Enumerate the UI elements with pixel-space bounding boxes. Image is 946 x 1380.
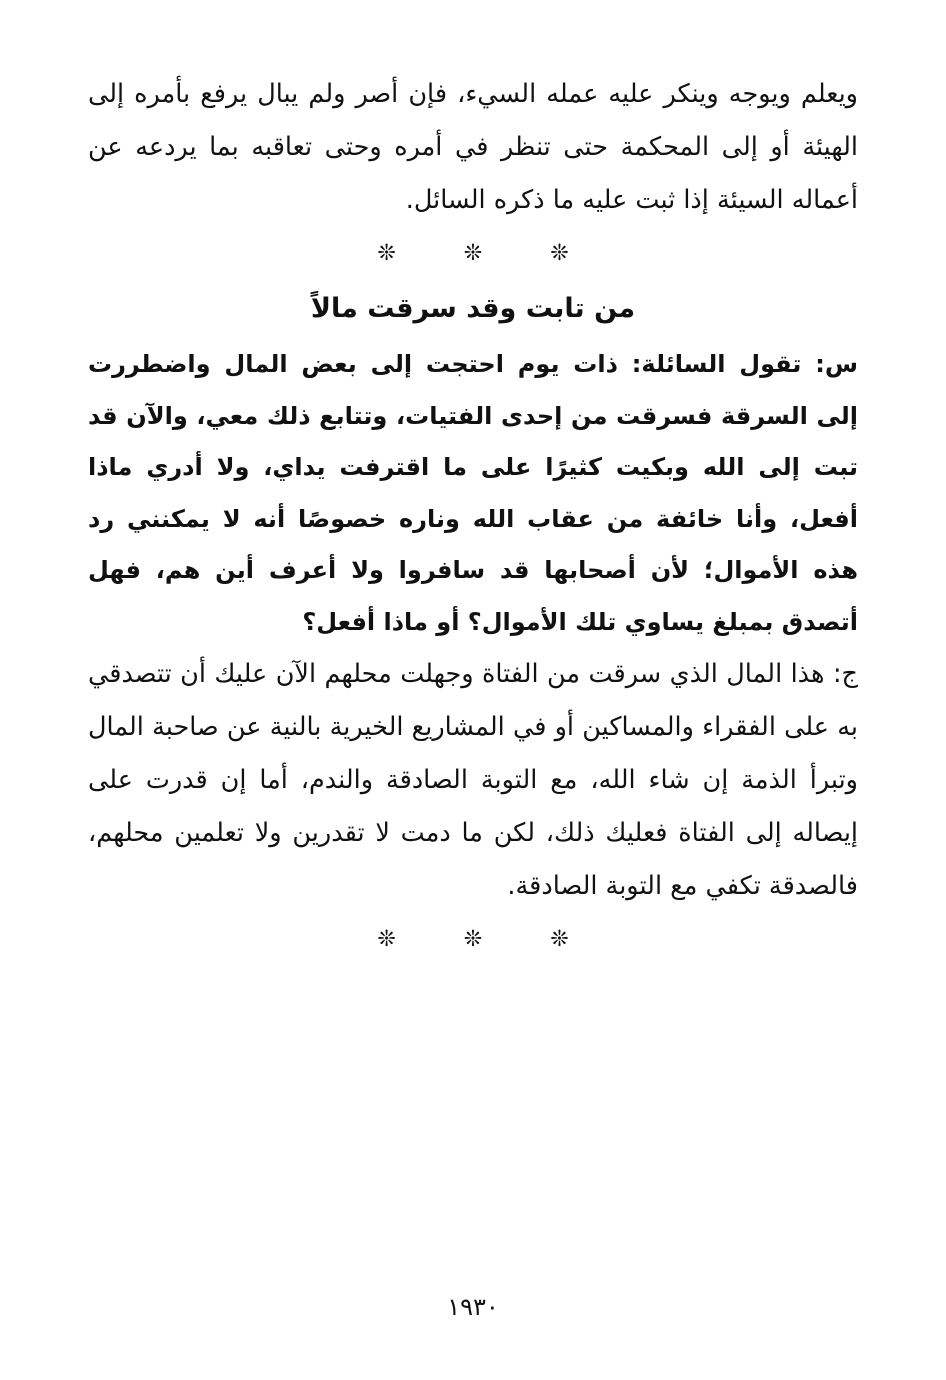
question-paragraph: س: تقول السائلة: ذات يوم احتجت إلى بعض المال واضطررت إلى السرقة فسرقت من إحدى الفتيات، وتتابع ذلك معي، والآن قد تبت إلى الله وبكيت كثيرًا على ما اقترفت يداي، ولا أدري ماذا أفعل، وأنا خائفة من عقاب الله وناره خصوصًا أنه لا يمكنني رد هذه الأموال؛ لأن أصحابها قد سافروا ولا أعرف أين هم، فهل أتصدق بمبلغ يساوي تلك الأموال؟ أو ماذا أفعل؟ bbox=[88, 350, 858, 636]
separator-star-icon: ❊ bbox=[463, 240, 483, 266]
section-separator-bottom bbox=[88, 913, 858, 965]
section-heading: من تابت وقد سرقت مالاً bbox=[310, 293, 636, 324]
separator-star-icon: ❊ bbox=[377, 240, 396, 266]
intro-paragraph: ويعلم ويوجه وينكر عليه عمله السيء، فإن أصر ولم يبال يرفع بأمره إلى الهيئة أو إلى المحكمة حتى تنظر في أمره وحتى تعاقبه بما يردعه عن أعماله السيئة إذا ثبت عليه ما ذكره السائل. bbox=[88, 79, 858, 215]
separator-star-icon: ❊ bbox=[463, 926, 483, 952]
answer-paragraph: ج: هذا المال الذي سرقت من الفتاة وجهلت محلهم الآن عليك أن تتصدقي به على الفقراء والمساكين أو في المشاريع الخيرية بالنية عن صاحبة المال وتبرأ الذمة إن شاء الله، مع التوبة الصادقة والندم، أما إن قدرت على إيصاله إلى الفتاة فعليك ذلك، لكن ما دمت لا تقدرين ولا تعلمين محلهم، فالصدقة تكفي مع التوبة الصادقة. bbox=[88, 659, 858, 901]
separator-star-icon: ❊ bbox=[377, 926, 396, 952]
section-separator bbox=[88, 227, 858, 279]
separator-star-icon: ❊ bbox=[550, 240, 569, 266]
separator-star-icon: ❊ bbox=[550, 926, 569, 952]
page-number: ١٩٣٠ bbox=[447, 1293, 499, 1321]
page-content bbox=[88, 68, 858, 965]
